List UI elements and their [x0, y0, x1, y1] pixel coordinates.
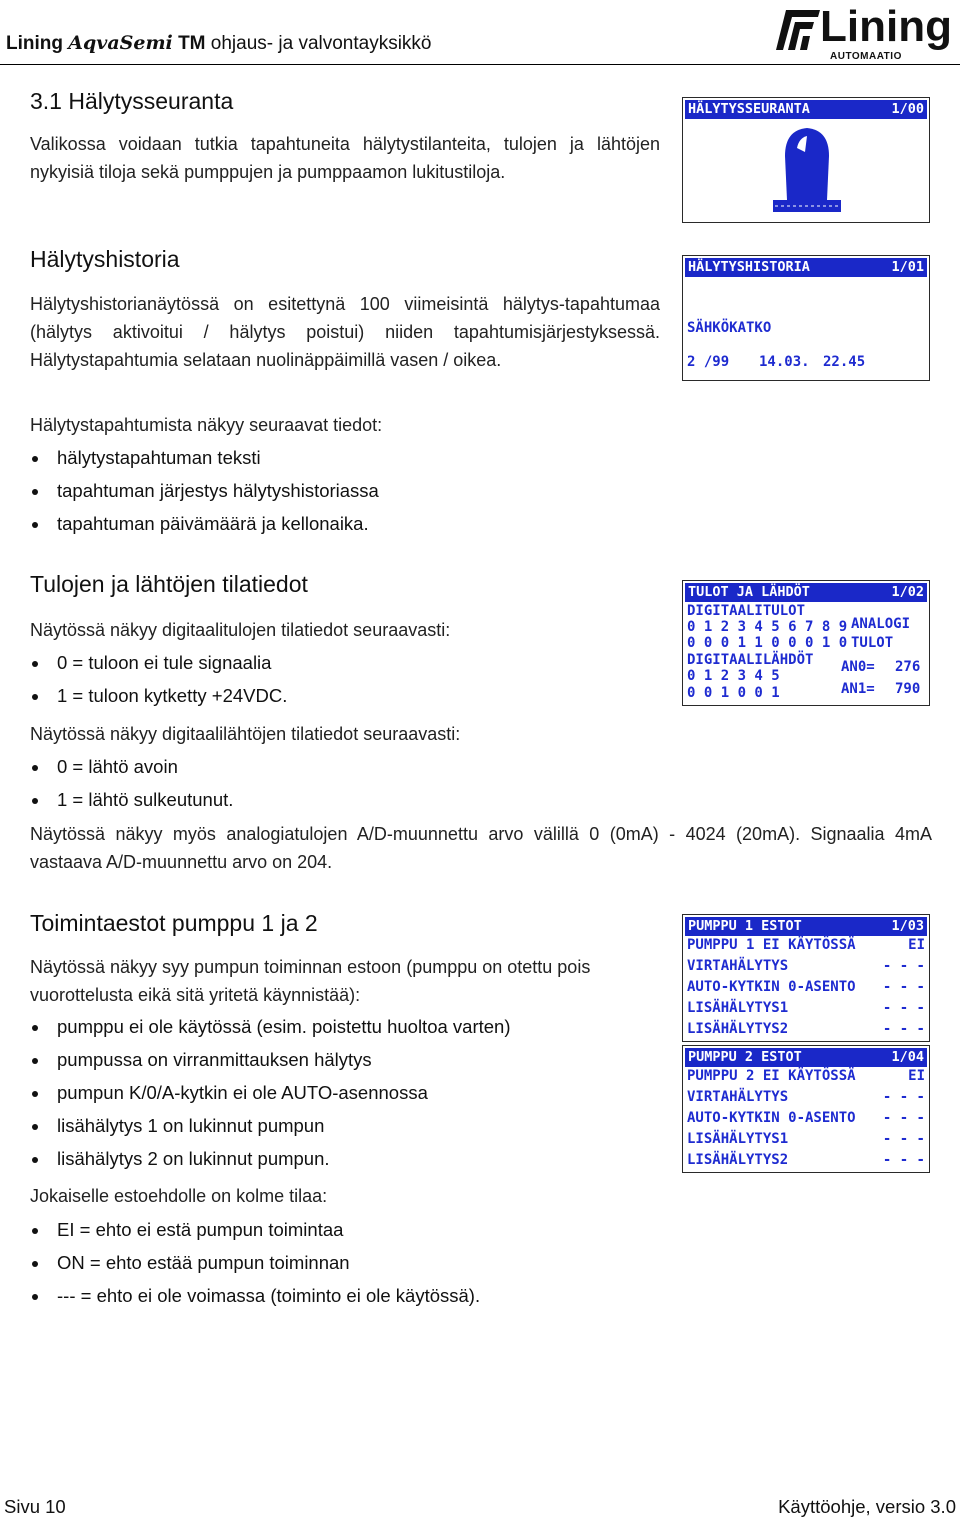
history-text: Hälytyshistorianäytössä on esitettynä 100 viimeisintä hälytys-tapahtumaa (hälytys aktivoitui / hälytys poistui) niiden tapahtumisjärjestyksessä. Hälytystapahtumia selataan nuolinäppäimillä vasen / oikea. — [30, 294, 660, 370]
history-list — [30, 441, 379, 540]
screen-title: TULOT JA LÄHDÖT — [688, 584, 810, 600]
alarm-intro-text: Valikossa voidaan tutkia tapahtuneita hälytystilanteita, tulojen ja lähtöjen nykyisiä tiloja sekä pumppujen ja pumppaamon lukitustiloja. — [30, 134, 660, 182]
list-item: EI = ehto ei estä pumpun toimintaa — [30, 1213, 480, 1246]
list-item: lisähälytys 2 on lukinnut pumpun. — [30, 1142, 511, 1175]
block-label: VIRTAHÄLYTYS — [687, 1089, 789, 1105]
block-label: VIRTAHÄLYTYS — [687, 958, 789, 974]
block-value: - - - — [882, 1089, 925, 1105]
screen-inputs-outputs — [682, 580, 930, 706]
di-values: 0 0 0 1 1 0 0 0 1 0 — [687, 635, 848, 651]
list-item: hälytystapahtuman teksti — [30, 441, 379, 474]
alarm-beacon-icon — [767, 122, 847, 218]
block-label: LISÄHÄLYTYS2 — [687, 1152, 789, 1168]
section-title-alarm: 3.1 Hälytysseuranta — [30, 88, 234, 114]
screen-title: PUMPPU 1 ESTOT — [688, 918, 802, 934]
screen-title-bar — [685, 1048, 927, 1067]
block-label: PUMPPU 1 EI KÄYTÖSSÄ — [687, 937, 856, 953]
list-item: tapahtuman järjestys hälytyshistoriassa — [30, 474, 379, 507]
footer-version: Käyttöohje, versio 3.0 — [778, 1496, 956, 1517]
list-item: --- = ehto ei ole voimassa (toiminto ei ole käytössä). — [30, 1279, 480, 1312]
lining-logo — [770, 4, 958, 62]
logo-mark-icon — [770, 6, 822, 52]
list-item: 0 = lähtö avoin — [30, 750, 233, 783]
screen-pump2-blocks — [682, 1045, 930, 1173]
block-value: EI — [908, 1068, 925, 1084]
logo-text: Lining — [820, 2, 952, 51]
io-do-intro: Näytössä näkyy digitaalilähtöjen tilatiedot seuraavasti: — [30, 724, 461, 744]
do-values: 0 0 1 0 0 1 — [687, 685, 780, 701]
an1-label: AN1= — [841, 681, 875, 697]
header-suffix: ohjaus- ja valvontayksikkö — [210, 33, 432, 54]
an0-value: 276 — [895, 659, 921, 675]
screen-title: HÄLYTYSHISTORIA — [688, 259, 810, 275]
io-analog-text: Näytössä näkyy myös analogiatulojen A/D-muunnettu arvo välillä 0 (0mA) - 4024 (20mA). Signaalia 4mA vastaava A/D-muunnettu arvo on 204. — [30, 824, 932, 872]
history-list-intro: Hälytystapahtumista näkyy seuraavat tiedot: — [30, 415, 383, 435]
block-value: EI — [908, 937, 925, 953]
block-value: - - - — [882, 1021, 925, 1037]
history-event-order: 2 /99 — [687, 354, 730, 370]
history-event-time: 22.45 — [823, 354, 866, 370]
list-item: tapahtuman päivämäärä ja kellonaika. — [30, 507, 379, 540]
screen-alarm-monitor — [682, 97, 930, 223]
io-title: Tulojen ja lähtöjen tilatiedot — [30, 571, 308, 597]
header-brand: AqvaSemi — [68, 32, 173, 54]
blocks-title: Toimintaestot pumppu 1 ja 2 — [30, 910, 318, 936]
an0-label: AN0= — [841, 659, 875, 675]
list-item: pumpussa on virranmittauksen hälytys — [30, 1043, 511, 1076]
list-item: ON = ehto estää pumpun toiminnan — [30, 1246, 480, 1279]
screen-page: 1/04 — [891, 1049, 924, 1065]
screen-page: 1/02 — [891, 584, 924, 600]
logo-subtext: AUTOMAATIO — [830, 51, 902, 62]
list-item: 1 = tuloon kytketty +24VDC. — [30, 679, 287, 712]
do-index: 0 1 2 3 4 5 — [687, 668, 780, 684]
do-label: DIGITAALILÄHDÖT — [687, 652, 814, 668]
history-event-text: SÄHKÖKATKO — [687, 320, 772, 336]
block-value: - - - — [882, 1152, 925, 1168]
screen-pump1-blocks — [682, 914, 930, 1042]
footer-page-number: Sivu 10 — [4, 1496, 66, 1517]
blocks-states-list — [30, 1213, 480, 1312]
blocks-intro: Näytössä näkyy syy pumpun toiminnan estoon (pumppu on otettu pois vuorottelusta eikä sitä yritetä käynnistää): — [30, 957, 591, 1005]
di-index: 0 1 2 3 4 5 6 7 8 9 — [687, 619, 848, 635]
screen-page: 1/03 — [891, 918, 924, 934]
block-label: LISÄHÄLYTYS1 — [687, 1131, 789, 1147]
block-value: - - - — [882, 1000, 925, 1016]
screen-alarm-history — [682, 255, 930, 381]
list-item: 0 = tuloon ei tule signaalia — [30, 646, 287, 679]
list-item: 1 = lähtö sulkeutunut. — [30, 783, 233, 816]
block-label: PUMPPU 2 EI KÄYTÖSSÄ — [687, 1068, 856, 1084]
list-item: pumppu ei ole käytössä (esim. poistettu huoltoa varten) — [30, 1010, 511, 1043]
blocks-list — [30, 1010, 511, 1175]
screen-title: PUMPPU 2 ESTOT — [688, 1049, 802, 1065]
an1-value: 790 — [895, 681, 921, 697]
block-label: LISÄHÄLYTYS1 — [687, 1000, 789, 1016]
io-do-list — [30, 750, 233, 816]
screen-title-bar — [685, 583, 927, 602]
blocks-states-intro: Jokaiselle estoehdolle on kolme tilaa: — [30, 1186, 328, 1206]
analog-label-1: ANALOGI — [851, 616, 911, 632]
screen-title-bar — [685, 258, 927, 277]
screen-title: HÄLYTYSSEURANTA — [688, 101, 810, 117]
header-divider — [0, 64, 960, 65]
block-value: - - - — [882, 1110, 925, 1126]
header-tm: TM — [178, 33, 206, 54]
document-header — [6, 32, 432, 55]
block-value: - - - — [882, 958, 925, 974]
block-label: AUTO-KYTKIN 0-ASENTO — [687, 1110, 856, 1126]
screen-title-bar — [685, 917, 927, 936]
screen-title-bar — [685, 100, 927, 119]
block-value: - - - — [882, 1131, 925, 1147]
list-item: pumpun K/0/A-kytkin ei ole AUTO-asennossa — [30, 1076, 511, 1109]
block-label: LISÄHÄLYTYS2 — [687, 1021, 789, 1037]
header-prefix: Lining — [6, 33, 63, 54]
block-value: - - - — [882, 979, 925, 995]
history-title: Hälytyshistoria — [30, 246, 180, 272]
analog-label-2: TULOT — [851, 635, 894, 651]
screen-page: 1/01 — [891, 259, 924, 275]
io-di-list — [30, 646, 287, 712]
history-event-date: 14.03. — [759, 354, 810, 370]
list-item: lisähälytys 1 on lukinnut pumpun — [30, 1109, 511, 1142]
block-label: AUTO-KYTKIN 0-ASENTO — [687, 979, 856, 995]
di-label: DIGITAALITULOT — [687, 603, 806, 619]
screen-page: 1/00 — [891, 101, 924, 117]
io-di-intro: Näytössä näkyy digitaalitulojen tilatiedot seuraavasti: — [30, 620, 451, 640]
